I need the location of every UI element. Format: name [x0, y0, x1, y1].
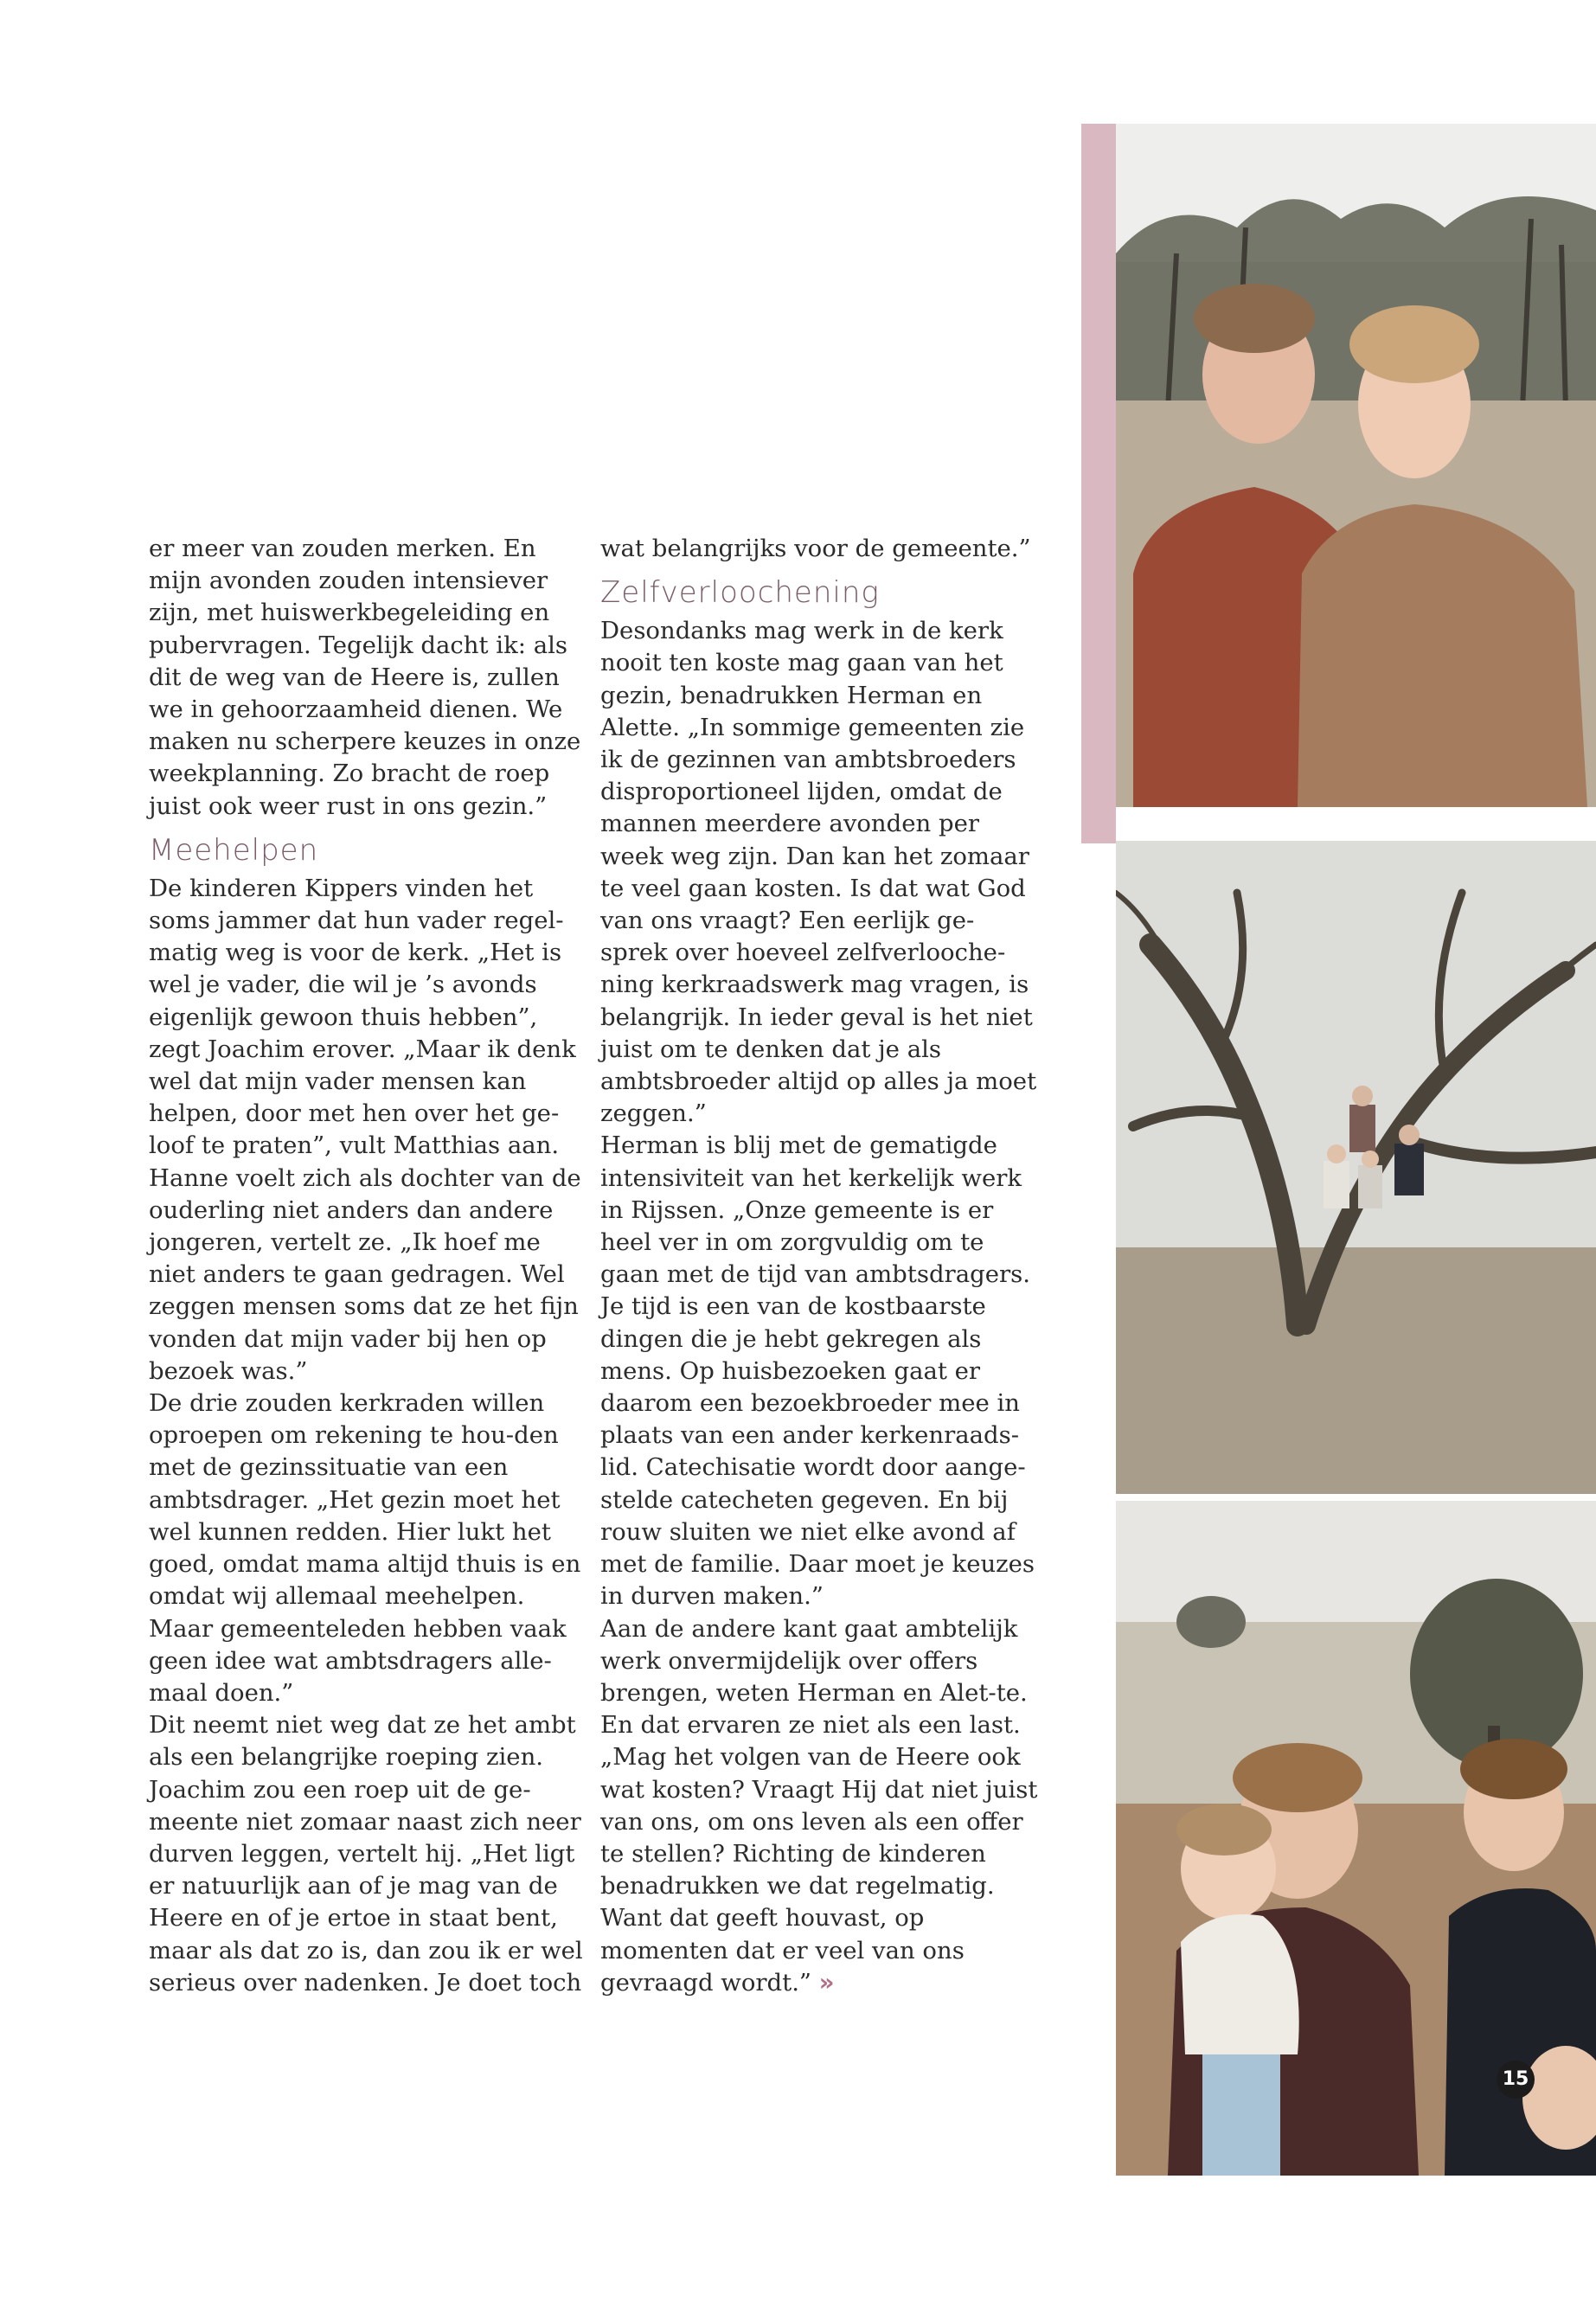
- paragraph: De drie zouden kerkraden willen oproepen om rekening te hou-den met de gezinssituatie van een ambtsdrager. „Het gezin moet het wel kunnen redden. Hier lukt het goed, omdat mama altijd thuis is en omdat wij allemaal meehelpen. Maar gemeenteleden hebben vaak geen idee wat ambtsdragers alle-maal doen.”: [149, 1389, 581, 1707]
- text-column-right: [600, 533, 1042, 1999]
- page-number-badge: 15: [1497, 2061, 1535, 2099]
- subheading-zelfverloochening: Zelfverloochening: [600, 575, 880, 611]
- paragraph: De kinderen Kippers vinden het soms jammer dat hun vader regel-matig weg is voor de kerk. „Het is wel je vader, die wil je ’s avonds eigenlijk gewoon thuis hebben”, zegt Joachim erover. „Maar ik denk wel dat mijn vader mensen kan helpen, door met hen over het ge-loof te praten”, vult Matthias aan. Hanne voelt zich als dochter van de ouderling niet anders dan andere jongeren, vertelt ze. „Ik hoef me niet anders te gaan gedragen. Wel zeggen mensen soms dat ze het fijn vonden dat mijn vader bij hen op bezoek was.”: [149, 874, 581, 1385]
- paragraph-text: Aan de andere kant gaat ambtelijk werk onvermijdelijk over offers brengen, weten Herman en Alet-te. En dat ervaren ze niet als een last. „Mag het volgen van de Heere ook wat kosten? Vraagt Hij dat niet juist van ons, om ons leven als een offer te stellen? Richting de kinderen benadrukken we dat regelmatig. Want dat geeft houvast, op momenten dat er veel van ons gevraagd wordt.”: [600, 1614, 1038, 1997]
- paragraph: wat belangrijks voor de gemeente.”: [600, 535, 1031, 562]
- subheading-meehelpen: Meehelpen: [149, 832, 319, 868]
- article-end-icon: »: [818, 1968, 835, 1997]
- photo-mother-daughter: [1116, 124, 1596, 807]
- paragraph: er meer van zouden merken. En mijn avonden zouden intensiever zijn, met huiswerkbegeleiding en pubervragen. Tegelijk dacht ik: als dit de weg van de Heere is, zullen we in gehoorzaamheid dienen. We maken nu scherpere keuzes in onze weekplanning. Zo bracht de roep juist ook weer rust in ons gezin.”: [149, 535, 581, 820]
- paragraph: Desondanks mag werk in de kerk nooit ten koste mag gaan van het gezin, benadrukken Herman en Alette. „In sommige gemeenten zie ik de gezinnen van ambtsbroeders disproportioneel lijden, omdat de mannen meerdere avonden per week weg zijn. Dan kan het zomaar te veel gaan kosten. Is dat wat God van ons vraagt? Een eerlijk ge-sprek over hoeveel zelfverlooche-ning kerkraadswerk mag vragen, is belangrijk. In ieder geval is het niet juist om te denken dat je als ambtsbroeder altijd op alles ja moet zeggen.”: [600, 617, 1037, 1128]
- paragraph: Dit neemt niet weg dat ze het ambt als een belangrijke roeping zien. Joachim zou een roep uit de ge-meente niet zomaar naast zich neer durven leggen, vertelt hij. „Het ligt er natuurlijk aan of je mag van de Heere en of je ertoe in staat bent, maar als dat zo is, dan zou ik er wel serieus over nadenken. Je doet toch: [149, 1711, 583, 1997]
- photo-children-in-tree: [1116, 841, 1596, 1494]
- text-column-left: [149, 533, 590, 1999]
- paragraph-final: [600, 1613, 1042, 1999]
- accent-band: [1081, 124, 1116, 843]
- paragraph: Herman is blij met de gematigde intensiviteit van het kerkelijk werk in Rijssen. „Onze gemeente is er heel ver in om zorgvuldig om te gaan met de tijd van ambtsdragers. Je tijd is een van de kostbaarste dingen die je hebt gekregen als mens. Op huisbezoeken gaat er daarom een bezoekbroeder mee in plaats van een ander kerkenraads-lid. Catechisatie wordt door aange-stelde catecheten gegeven. En bij rouw sluiten we niet elke avond af met de familie. Daar moet je keuzes in durven maken.”: [600, 1131, 1035, 1611]
